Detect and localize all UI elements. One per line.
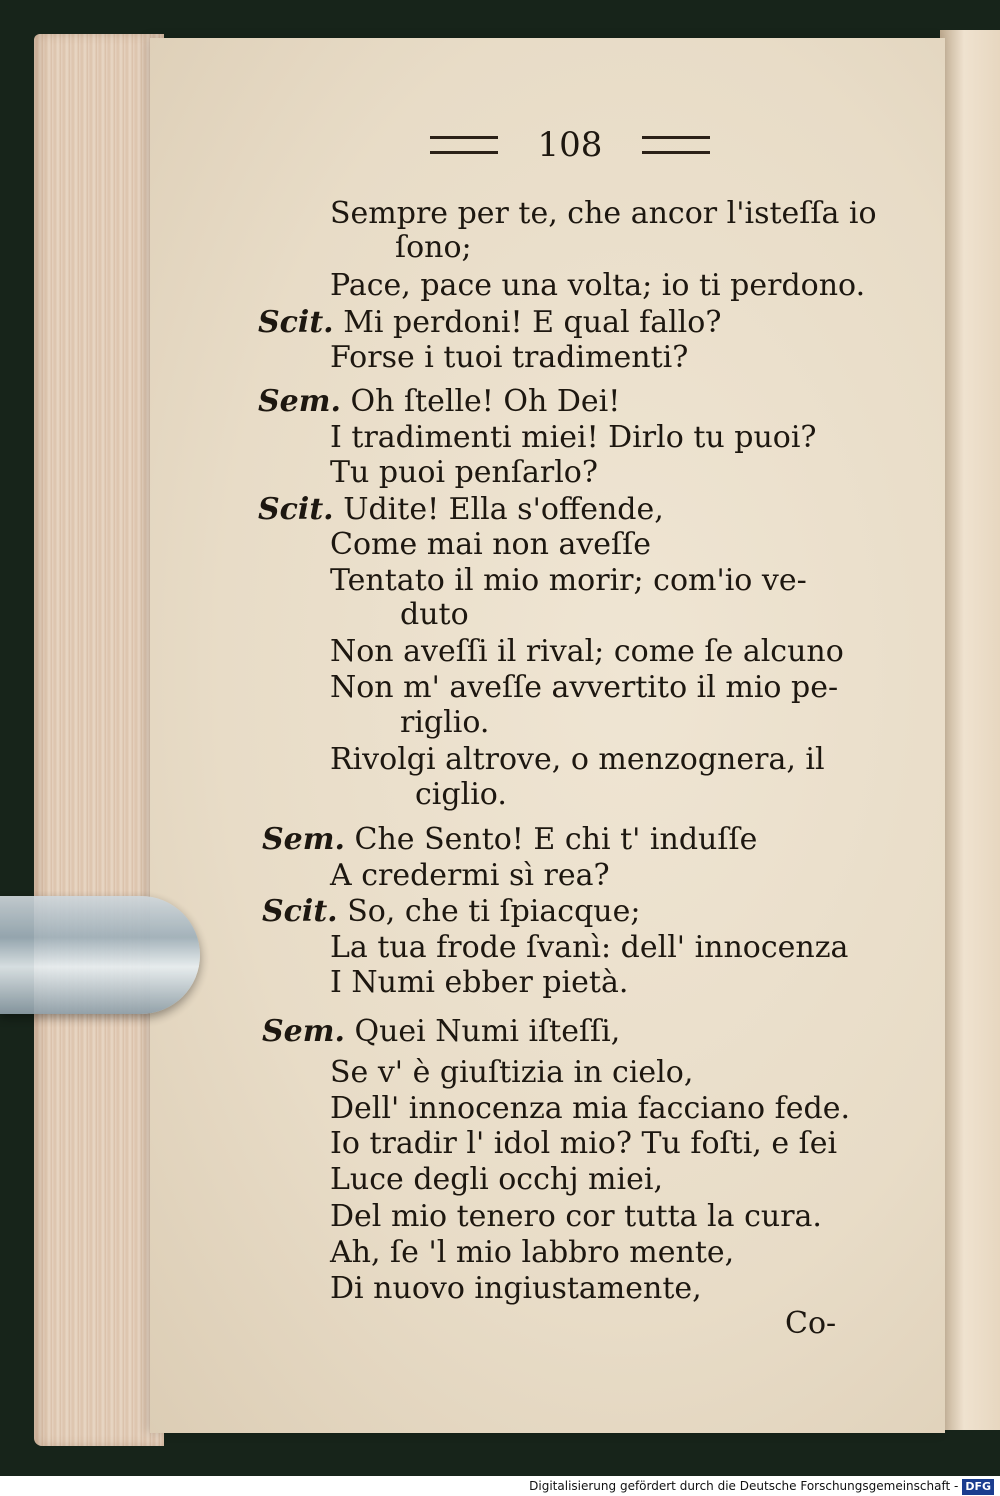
text-line: I tradimenti miei! Dirlo tu puoi? bbox=[330, 420, 817, 455]
text-line: Rivolgi altrove, o menzognera, il bbox=[330, 742, 825, 777]
text-line: Tentato il mio morir; com'io ve- bbox=[330, 563, 807, 598]
text-line: Io tradir l' idol mio? Tu foſti, e ſei bbox=[330, 1126, 838, 1161]
page-edges bbox=[34, 34, 164, 1446]
text-line: Sem. Oh ſtelle! Oh Dei! bbox=[258, 384, 621, 419]
text-line: La tua frode ſvanì: dell' innocenza bbox=[330, 930, 849, 965]
text-line: Scit. Mi perdoni! E qual fallo? bbox=[258, 305, 722, 340]
text-line: Dell' innocenza mia facciano fede. bbox=[330, 1091, 850, 1126]
credit-text: Digitalisierung gefördert durch die Deutsche Forschungsgemeinschaft - bbox=[529, 1479, 959, 1493]
text-line: Scit. So, che ti ſpiacque; bbox=[262, 894, 641, 929]
text-line: Tu puoi penſarlo? bbox=[330, 455, 598, 490]
text-line: I Numi ebber pietà. bbox=[330, 965, 629, 1000]
text-line: Di nuovo ingiustamente, bbox=[330, 1271, 702, 1306]
text-line: Sempre per te, che ancor l'isteſſa io bbox=[330, 196, 877, 231]
text-line: Sem. Quei Numi iſteſſi, bbox=[262, 1014, 621, 1049]
text-line: Non m' aveſſe avvertito il mio pe- bbox=[330, 670, 839, 705]
text-line: Sem. Che Sento! E chi t' induſſe bbox=[262, 822, 758, 857]
dfg-logo: DFG bbox=[962, 1479, 994, 1495]
text-line: Luce degli occhj miei, bbox=[330, 1162, 663, 1197]
text-line: duto bbox=[400, 597, 469, 632]
digitization-credit bbox=[0, 1476, 1000, 1496]
text-line: ciglio. bbox=[415, 777, 507, 812]
text-line: A credermi sì rea? bbox=[330, 858, 610, 893]
header-rule-left bbox=[430, 136, 498, 154]
text-line: ſono; bbox=[395, 230, 472, 265]
page-header bbox=[420, 120, 720, 170]
text-line: Pace, pace una volta; io ti perdono. bbox=[330, 268, 866, 303]
page-clip bbox=[0, 896, 200, 1014]
text-line: Del mio tenero cor tutta la cura. bbox=[330, 1199, 822, 1234]
text-line: Se v' è giuſtizia in cielo, bbox=[330, 1055, 694, 1090]
header-rule-right bbox=[642, 136, 710, 154]
catchword: Co- bbox=[785, 1306, 837, 1341]
text-line: Ah, ſe 'l mio labbro mente, bbox=[330, 1235, 735, 1270]
text-line: Scit. Udite! Ella s'offende, bbox=[258, 492, 664, 527]
text-line: riglio. bbox=[400, 705, 490, 740]
page-number: 108 bbox=[537, 125, 603, 165]
text-line: Come mai non aveſſe bbox=[330, 527, 652, 562]
text-line: Non aveſſi il rival; come ſe alcuno bbox=[330, 634, 844, 669]
book-gutter bbox=[940, 30, 1000, 1430]
text-line: Forse i tuoi tradimenti? bbox=[330, 340, 689, 375]
